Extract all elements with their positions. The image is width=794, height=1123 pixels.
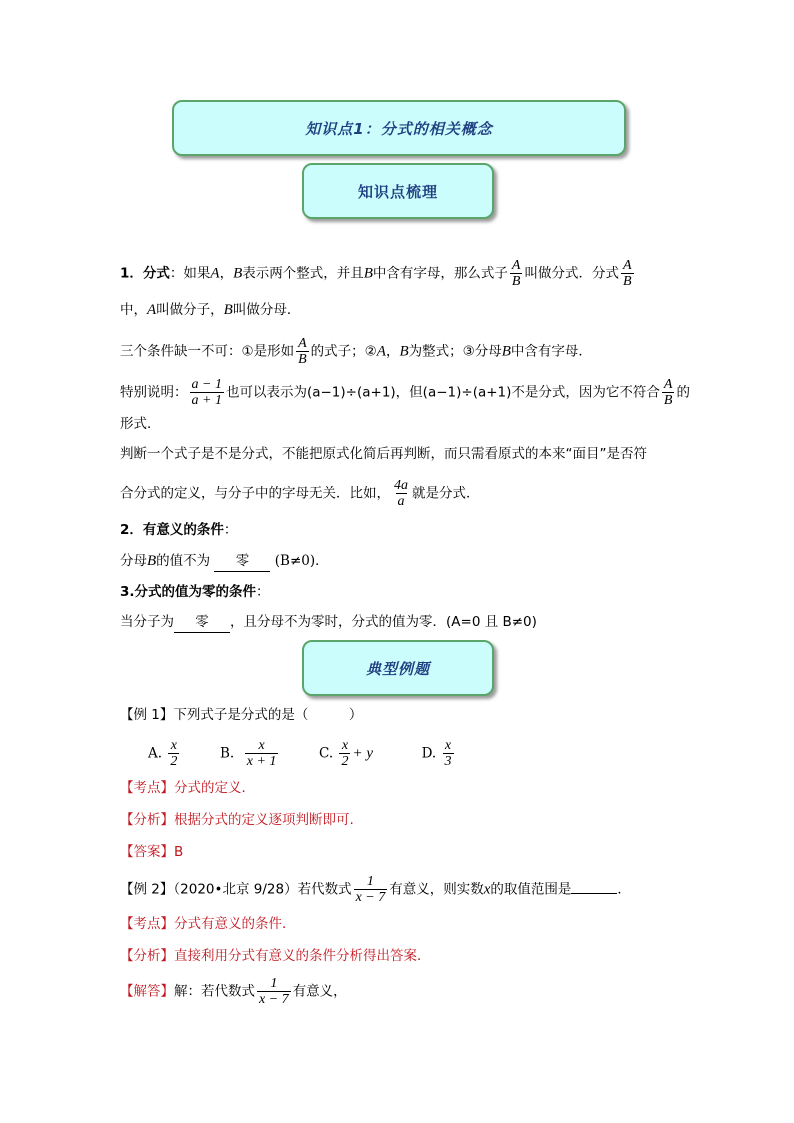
var-B: B [233, 265, 243, 282]
fill-blank [571, 893, 617, 894]
fill-blank: 零 [174, 612, 230, 633]
section-examples-text: 典型例题 [365, 659, 430, 678]
text: ，且分母不为零时，分式的值为零．(A=0 且 B≠0) [230, 614, 537, 630]
fenxi-label: 【分析】 [120, 948, 174, 964]
text: 形式． [120, 416, 161, 432]
option-C-tail: + y [352, 745, 373, 762]
text: ： [256, 584, 270, 600]
var-B: B [399, 343, 409, 360]
kaodian-label: 【考点】 [120, 780, 174, 796]
title-box [172, 100, 626, 156]
numerator: x [341, 738, 349, 753]
numerator: x [258, 738, 265, 753]
text: 为整式；③分母 [408, 343, 502, 360]
text: ， [219, 265, 234, 282]
kaodian-label: 【考点】 [120, 916, 174, 932]
p5-heading [120, 520, 237, 540]
option-D-label: D. [421, 745, 437, 762]
example-label: 【例 2】 [120, 881, 174, 898]
example-label: 【例 1】 [120, 707, 174, 723]
denominator: a + 1 [191, 393, 222, 408]
fenxi-text: 根据分式的定义逐项判断即可. [174, 812, 354, 828]
numerator: 1 [270, 976, 278, 991]
fraction-A-over-B [296, 336, 309, 367]
numerator: a − 1 [191, 377, 222, 392]
solution-label: 【解答】 [120, 983, 174, 1000]
option-C-fraction [339, 738, 350, 769]
ex1-options [148, 738, 456, 769]
p6-heading [120, 582, 270, 602]
heading-text: 3.分式的值为零的条件 [120, 584, 257, 600]
text: 有意义， [292, 983, 347, 1000]
denominator: B [622, 274, 632, 289]
ex1-fenxi [120, 810, 354, 830]
ex1-kaodian [120, 778, 255, 798]
denominator: 2 [341, 754, 349, 769]
ex2-solution [120, 976, 347, 1007]
p5-line [120, 551, 329, 572]
fill-blank: 零 [214, 551, 270, 572]
text: 的取值范围是 [490, 881, 572, 898]
section-examples-box [302, 640, 494, 696]
option-D-fraction [443, 738, 454, 769]
text: 中含有字母． [510, 343, 592, 360]
numerator: x [170, 738, 177, 753]
fenxi-text: 直接利用分式有意义的条件分析得出答案． [174, 948, 431, 964]
p6-line [120, 612, 537, 633]
text: 特别说明： [120, 384, 188, 401]
heading-text: 2．有意义的条件 [120, 522, 224, 538]
p3-line2 [120, 414, 161, 434]
fraction-4a-over-a [392, 478, 410, 509]
p1-line1 [120, 258, 636, 289]
text: 分母 [120, 553, 147, 569]
ex1-answer [120, 842, 183, 862]
var-A: A [147, 302, 157, 318]
denominator: 2 [170, 754, 178, 769]
text: 中， [120, 302, 147, 318]
answer-text: B [174, 844, 184, 860]
numerator: 4a [394, 478, 408, 493]
text: 合分式的定义，与分子中的字母无关．比如， [120, 485, 390, 502]
text: 判断一个式子是不是分式，不能把原式化简后再判断，而只需看原式的本来“面目”是否符 [120, 446, 647, 462]
fraction-1-over-x-minus-7 [257, 976, 291, 1007]
var-A: A [210, 265, 220, 282]
fraction-A-over-B [510, 258, 523, 289]
text: ： [223, 522, 238, 538]
section-summary-text: 知识点梳理 [357, 182, 438, 201]
p4-line2 [120, 478, 480, 509]
fraction-A-over-B [621, 258, 634, 289]
option-A-fraction [168, 738, 179, 769]
text: ． [617, 881, 631, 898]
text: 就是分式． [412, 485, 480, 502]
answer-label: 【答案】 [120, 844, 174, 860]
denominator: 3 [444, 754, 452, 769]
fraction-1-over-x-minus-7 [354, 874, 388, 905]
text: 表示两个整式，并且 [242, 265, 364, 282]
title-text: 知识点1：分式的相关概念 [305, 119, 493, 138]
option-C-label: C. [319, 745, 334, 762]
text: 下列式子是分式的是（ ） [173, 707, 363, 723]
option-B-fraction [245, 738, 279, 769]
text: 当分子为 [120, 614, 174, 630]
fenxi-label: 【分析】 [120, 812, 174, 828]
denominator: x − 7 [355, 890, 386, 905]
text: ：如果 [169, 265, 211, 282]
denominator: B [298, 352, 307, 367]
text: 的式子；② [310, 343, 377, 360]
text: 的值不为 [156, 553, 211, 569]
text: 叫做分母． [232, 302, 301, 318]
ex1-question [120, 705, 362, 725]
ex2-kaodian [120, 914, 296, 934]
p1-line2 [120, 300, 300, 320]
numerator: A [511, 258, 521, 273]
text: 解：若代数式 [174, 983, 255, 1000]
denominator: B [511, 274, 521, 289]
p1-heading: 1．分式 [120, 265, 170, 282]
ex2-question [120, 874, 631, 905]
text: ， [385, 343, 400, 360]
text: 三个条件缺一不可：①是形如 [120, 343, 295, 360]
text: (B≠0)． [274, 553, 329, 569]
text: （2020•北京 9/28）若代数式 [173, 881, 352, 898]
denominator: x + 1 [246, 754, 277, 769]
denominator: x − 7 [259, 992, 289, 1007]
var-B: B [363, 265, 373, 282]
text: 叫做分式．分式 [524, 265, 619, 282]
text: 有意义，则实数 [389, 881, 484, 898]
fraction-A-over-B [662, 377, 675, 408]
option-B-label: B. [219, 745, 235, 762]
var-x: x [483, 881, 491, 898]
option-A-label: A. [148, 745, 163, 762]
var-B: B [501, 343, 511, 360]
denominator: a [397, 494, 405, 509]
section-summary-box [302, 163, 494, 219]
kaodian-text: 分式的定义． [174, 780, 255, 796]
kaodian-text: 分式有意义的条件． [174, 916, 296, 932]
var-A: A [376, 343, 386, 360]
text: 的 [676, 384, 690, 401]
text: 也可以表示为(a−1)÷(a+1)，但(a−1)÷(a+1)不是分式，因为它不符合 [225, 384, 660, 401]
var-B: B [147, 553, 157, 569]
numerator: A [298, 336, 307, 351]
numerator: 1 [366, 874, 374, 889]
denominator: B [663, 393, 673, 408]
text: 叫做分子， [156, 302, 224, 318]
text: 中含有字母，那么式子 [372, 265, 508, 282]
ex2-fenxi [120, 946, 431, 966]
numerator: A [622, 258, 632, 273]
numerator: A [663, 377, 673, 392]
var-B: B [223, 302, 233, 318]
fraction-a-minus-1-over-a-plus-1 [190, 377, 224, 408]
numerator: x [444, 738, 452, 753]
p4-line1 [120, 444, 647, 464]
p2-line [120, 336, 592, 367]
p3-line1 [120, 377, 690, 408]
